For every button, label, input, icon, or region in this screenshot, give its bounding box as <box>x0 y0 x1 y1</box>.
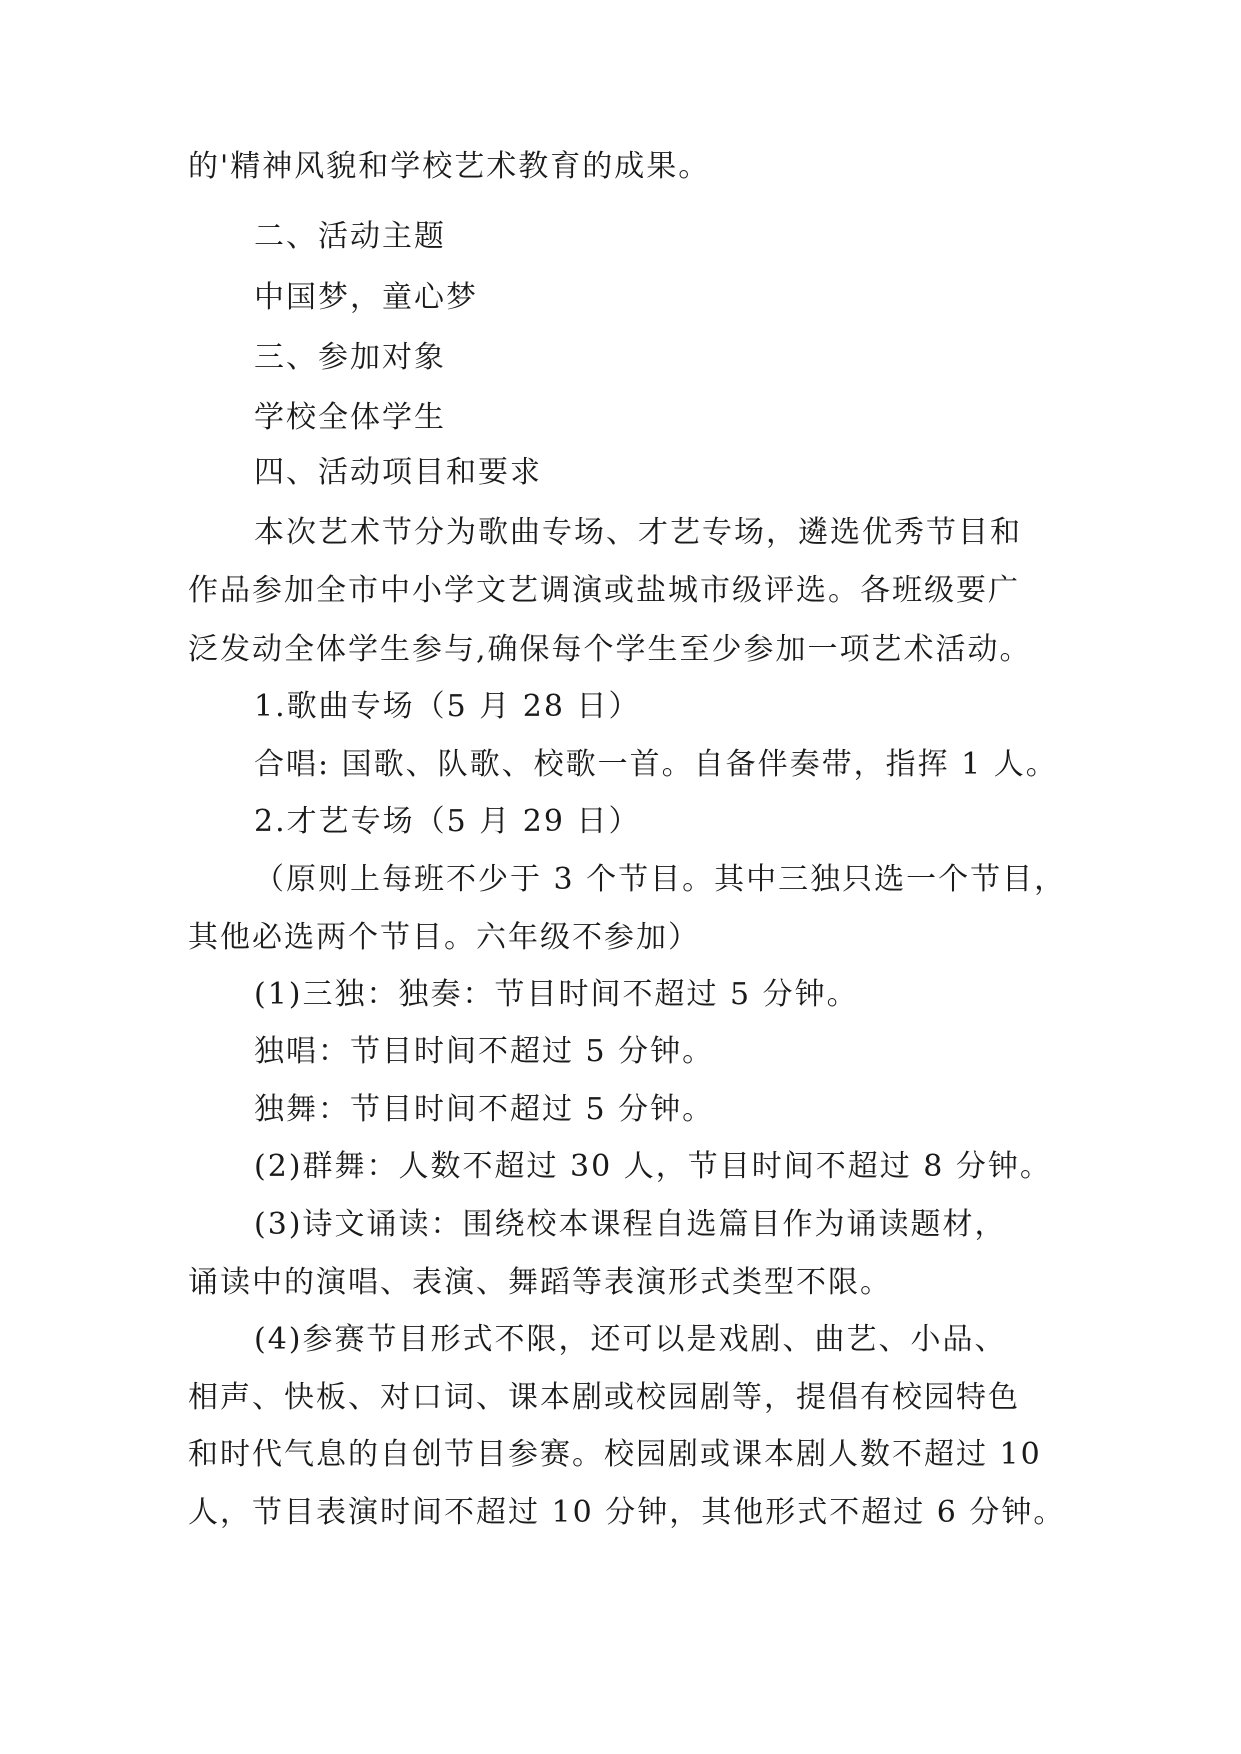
list-item: (2)群舞：人数不超过 30 人，节目时间不超过 8 分钟。 <box>254 1149 1052 1184</box>
subsection-heading: 2.才艺专场（5 月 29 日） <box>254 804 641 839</box>
section-heading: 三、参加对象 <box>254 340 446 375</box>
paragraph-line: 作品参加全市中小学文艺调演或盐城市级评选。各班级要广 <box>188 573 1020 608</box>
list-item: (3)诗文诵读：围绕校本课程自选篇目作为诵读题材， <box>254 1207 1007 1242</box>
paragraph-line: 泛发动全体学生参与,确保每个学生至少参加一项艺术活动。 <box>188 632 1032 667</box>
section-heading: 二、活动主题 <box>254 219 446 254</box>
section-heading: 四、活动项目和要求 <box>254 455 542 490</box>
list-item: (1)三独：独奏：节目时间不超过 5 分钟。 <box>254 977 859 1012</box>
list-item: 独舞：节目时间不超过 5 分钟。 <box>254 1092 715 1127</box>
subsection-heading: 1.歌曲专场（5 月 28 日） <box>254 689 641 724</box>
list-item: (4)参赛节目形式不限，还可以是戏剧、曲艺、小品、 <box>254 1322 1007 1357</box>
paragraph-line: 合唱: 国歌、队歌、校歌一首。自备伴奏带，指挥 1 人。 <box>254 747 1058 782</box>
paragraph-line: 其他必选两个节目。六年级不参加） <box>188 920 700 955</box>
paragraph-line: 和时代气息的自创节目参赛。校园剧或课本剧人数不超过 10 <box>188 1437 1042 1472</box>
paragraph-line: 相声、快板、对口词、课本剧或校园剧等，提倡有校园特色 <box>188 1380 1020 1415</box>
paragraph-line: （原则上每班不少于 3 个节目。其中三独只选一个节目， <box>254 862 1067 897</box>
paragraph-line: 中国梦，童心梦 <box>254 280 478 315</box>
paragraph-line: 人，节目表演时间不超过 10 分钟，其他形式不超过 6 分钟。 <box>188 1495 1066 1530</box>
paragraph-line: 诵读中的演唱、表演、舞蹈等表演形式类型不限。 <box>188 1265 892 1300</box>
paragraph-line: 的'精神风貌和学校艺术教育的成果。 <box>188 149 711 184</box>
paragraph-line: 学校全体学生 <box>254 400 446 435</box>
paragraph-line: 本次艺术节分为歌曲专场、才艺专场，遴选优秀节目和 <box>254 515 1022 550</box>
list-item: 独唱：节目时间不超过 5 分钟。 <box>254 1034 715 1069</box>
